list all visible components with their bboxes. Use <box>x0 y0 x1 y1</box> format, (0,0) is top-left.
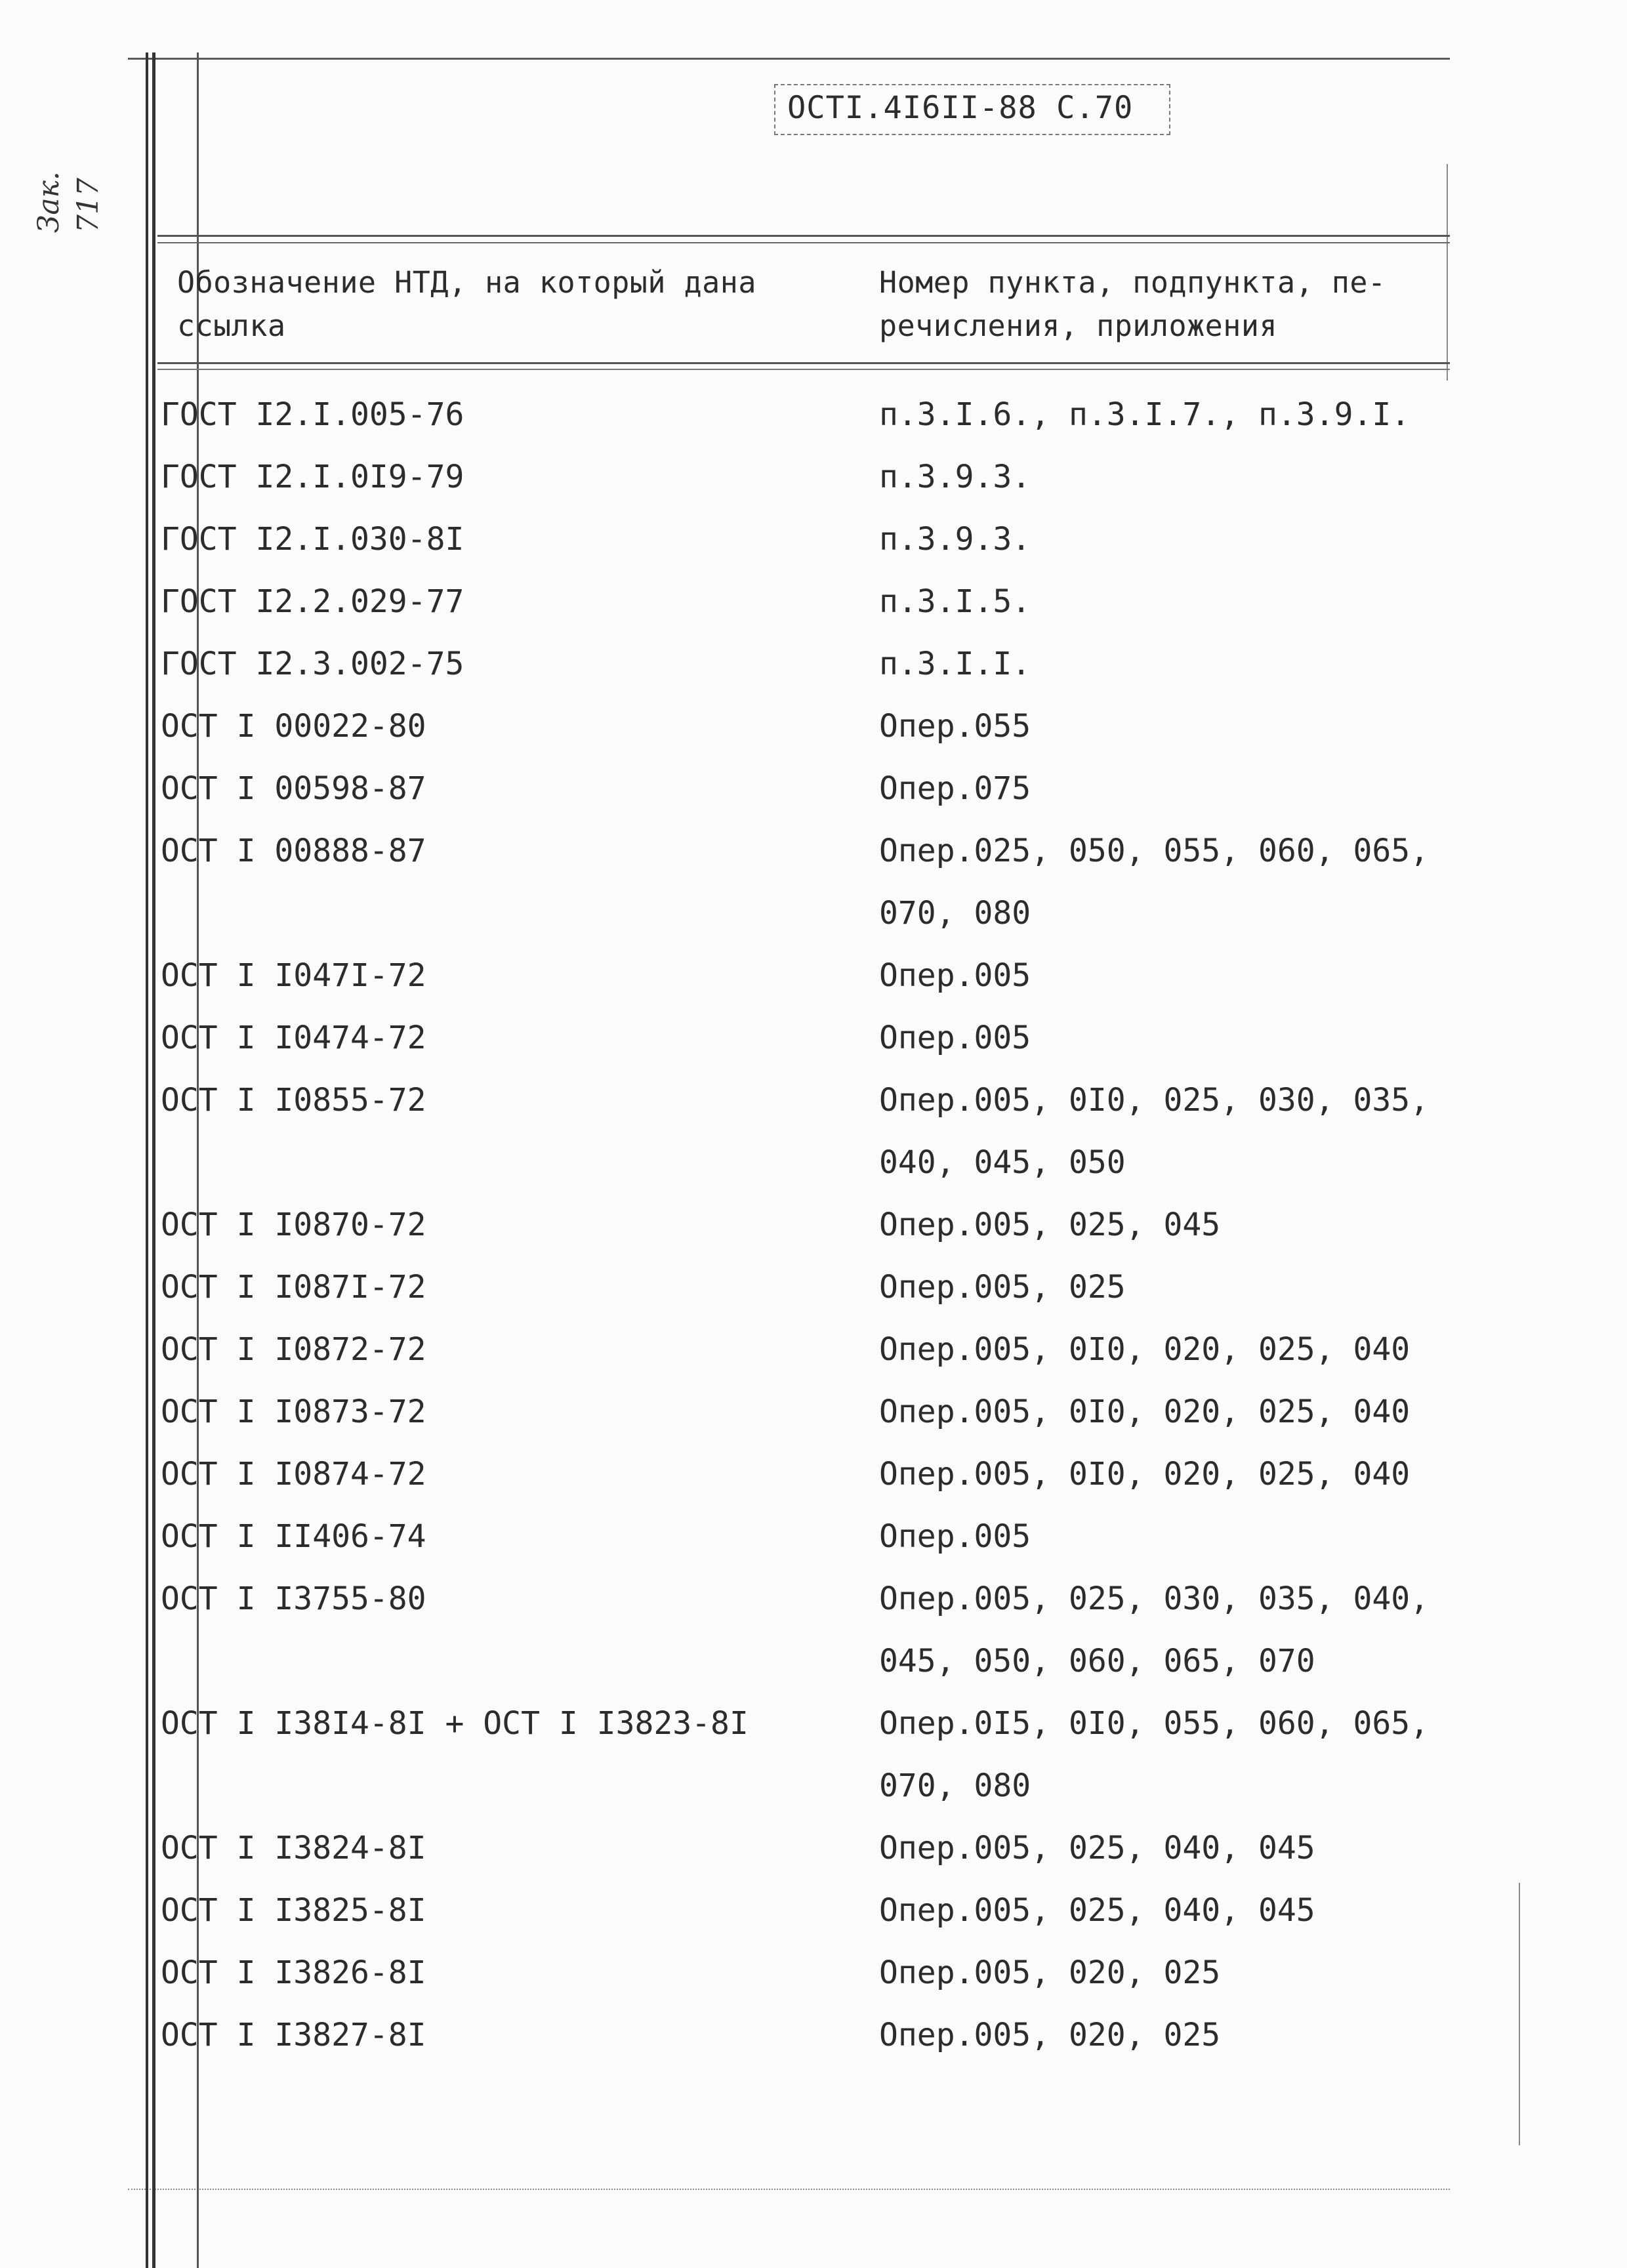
doc-number: ОСТI.4I6II-88 С.70 <box>787 90 1134 126</box>
section-numbers <box>879 571 1447 633</box>
ntd-reference: ОСТ I 00888-87 <box>161 833 426 869</box>
binding-line <box>146 52 148 2268</box>
section-numbers <box>879 1443 1447 1506</box>
ntd-reference: ОСТ I I087I-72 <box>161 1269 426 1306</box>
section-numbers <box>879 1693 1447 1817</box>
table-row <box>161 633 1447 695</box>
section-line: Опер.005, 025, 045 <box>879 1206 1221 1243</box>
ntd-reference: ОСТ I 00598-87 <box>161 770 426 807</box>
table-row <box>161 384 1447 446</box>
section-line: Опер.005, 0I0, 020, 025, 040 <box>879 1393 1411 1430</box>
ntd-reference: ОСТ I I0870-72 <box>161 1206 426 1243</box>
table-row <box>161 1007 1447 1069</box>
section-numbers <box>879 1069 1447 1194</box>
column-header-section <box>879 261 1443 348</box>
column-header-line: Номер пункта, подпункта, пе- <box>879 265 1386 300</box>
column-header-ref <box>177 261 833 348</box>
ntd-reference: ОСТ I I3755-80 <box>161 1580 426 1617</box>
section-numbers <box>879 446 1447 508</box>
section-line: Опер.005 <box>879 1518 1031 1555</box>
section-numbers <box>879 820 1447 945</box>
table-row <box>161 1880 1447 1942</box>
ntd-reference: ОСТ I I3824-8I <box>161 1830 426 1866</box>
ntd-reference: ОСТ I I047I-72 <box>161 957 426 994</box>
section-numbers <box>879 945 1447 1007</box>
section-numbers <box>879 1319 1447 1381</box>
ntd-reference: ОСТ I I3827-8I <box>161 2017 426 2053</box>
section-line: Опер.005, 025, 030, 035, 040, <box>879 1580 1430 1617</box>
table-row <box>161 820 1447 945</box>
column-header-line: Обозначение НТД, на который дана <box>177 265 756 300</box>
section-line: 070, 080 <box>879 895 1031 932</box>
column-header-line: ссылка <box>177 308 286 343</box>
ntd-reference: ГОСТ I2.3.002-75 <box>161 646 464 682</box>
section-numbers <box>879 1880 1447 1942</box>
section-line: Опер.005 <box>879 957 1031 994</box>
ntd-reference: ОСТ I I0874-72 <box>161 1456 426 1493</box>
ntd-reference: ГОСТ I2.I.0I9-79 <box>161 459 464 495</box>
section-numbers <box>879 1381 1447 1443</box>
table-row <box>161 758 1447 820</box>
table-row <box>161 508 1447 571</box>
section-line: п.3.I.5. <box>879 583 1031 620</box>
ntd-reference: ОСТ I I0873-72 <box>161 1393 426 1430</box>
table-row <box>161 695 1447 758</box>
table-header-rule <box>157 362 1450 370</box>
table-row <box>161 1693 1447 1817</box>
table-row <box>161 1443 1447 1506</box>
section-numbers <box>879 1256 1447 1319</box>
ntd-reference: ОСТ I I3825-8I <box>161 1892 426 1929</box>
ntd-reference: ГОСТ I2.I.005-76 <box>161 396 464 433</box>
table-row <box>161 1381 1447 1443</box>
table-top-rule <box>157 235 1450 243</box>
section-line: Опер.055 <box>879 708 1031 745</box>
section-line: 040, 045, 050 <box>879 1144 1126 1181</box>
table-row <box>161 1568 1447 1693</box>
section-numbers <box>879 384 1447 446</box>
section-line: Опер.025, 050, 055, 060, 065, <box>879 833 1430 869</box>
section-line: 045, 050, 060, 065, 070 <box>879 1643 1315 1680</box>
section-numbers <box>879 758 1447 820</box>
section-numbers <box>879 2004 1447 2067</box>
ntd-reference: ОСТ I I0474-72 <box>161 1020 426 1056</box>
section-numbers <box>879 1817 1447 1880</box>
section-line: Опер.005, 025 <box>879 1269 1126 1306</box>
ntd-reference: ОСТ I 00022-80 <box>161 708 426 745</box>
section-line: Опер.005, 025, 040, 045 <box>879 1830 1315 1866</box>
ntd-reference: ОСТ I II406-74 <box>161 1518 426 1555</box>
section-line: Опер.005, 0I0, 025, 030, 035, <box>879 1082 1430 1119</box>
section-line: п.3.9.3. <box>879 459 1031 495</box>
table-row <box>161 1069 1447 1194</box>
table-row <box>161 571 1447 633</box>
section-line: Опер.075 <box>879 770 1031 807</box>
section-numbers <box>879 1506 1447 1568</box>
table-row <box>161 1506 1447 1568</box>
column-header-line: речисления, приложения <box>879 308 1278 343</box>
section-numbers <box>879 1568 1447 1693</box>
table-row <box>161 1194 1447 1256</box>
section-line: Опер.0I5, 0I0, 055, 060, 065, <box>879 1705 1430 1742</box>
table-row <box>161 1942 1447 2004</box>
margin-note: Зак. 717 <box>32 171 105 233</box>
section-line: п.3.I.6., п.3.I.7., п.3.9.I. <box>879 396 1411 433</box>
section-numbers <box>879 1194 1447 1256</box>
section-numbers <box>879 1942 1447 2004</box>
ntd-reference: ГОСТ I2.I.030-8I <box>161 521 464 558</box>
ntd-reference: ОСТ I I3826-8I <box>161 1954 426 1991</box>
section-line: 070, 080 <box>879 1767 1031 1804</box>
reference-table-body <box>161 384 1447 2155</box>
binding-line <box>152 52 155 2268</box>
section-line: Опер.005, 0I0, 020, 025, 040 <box>879 1331 1411 1368</box>
table-row <box>161 1256 1447 1319</box>
section-line: п.3.I.I. <box>879 646 1031 682</box>
table-row <box>161 1817 1447 1880</box>
section-line: п.3.9.3. <box>879 521 1031 558</box>
table-row <box>161 1319 1447 1381</box>
ntd-reference: ОСТ I I0872-72 <box>161 1331 426 1368</box>
ntd-reference: ГОСТ I2.2.029-77 <box>161 583 464 620</box>
section-numbers <box>879 695 1447 758</box>
page-edge <box>1519 1883 1520 2145</box>
section-numbers <box>879 633 1447 695</box>
section-line: Опер.005, 025, 040, 045 <box>879 1892 1315 1929</box>
ntd-reference: ОСТ I I0855-72 <box>161 1082 426 1119</box>
section-numbers <box>879 508 1447 571</box>
section-line: Опер.005, 020, 025 <box>879 1954 1221 1991</box>
table-row <box>161 945 1447 1007</box>
page-edge <box>1447 164 1448 381</box>
section-numbers <box>879 1007 1447 1069</box>
table-row <box>161 2004 1447 2067</box>
section-line: Опер.005, 0I0, 020, 025, 040 <box>879 1456 1411 1493</box>
ntd-reference: ОСТ I I38I4-8I + ОСТ I I3823-8I <box>161 1705 749 1742</box>
section-line: Опер.005 <box>879 1020 1031 1056</box>
section-line: Опер.005, 020, 025 <box>879 2017 1221 2053</box>
table-row <box>161 446 1447 508</box>
